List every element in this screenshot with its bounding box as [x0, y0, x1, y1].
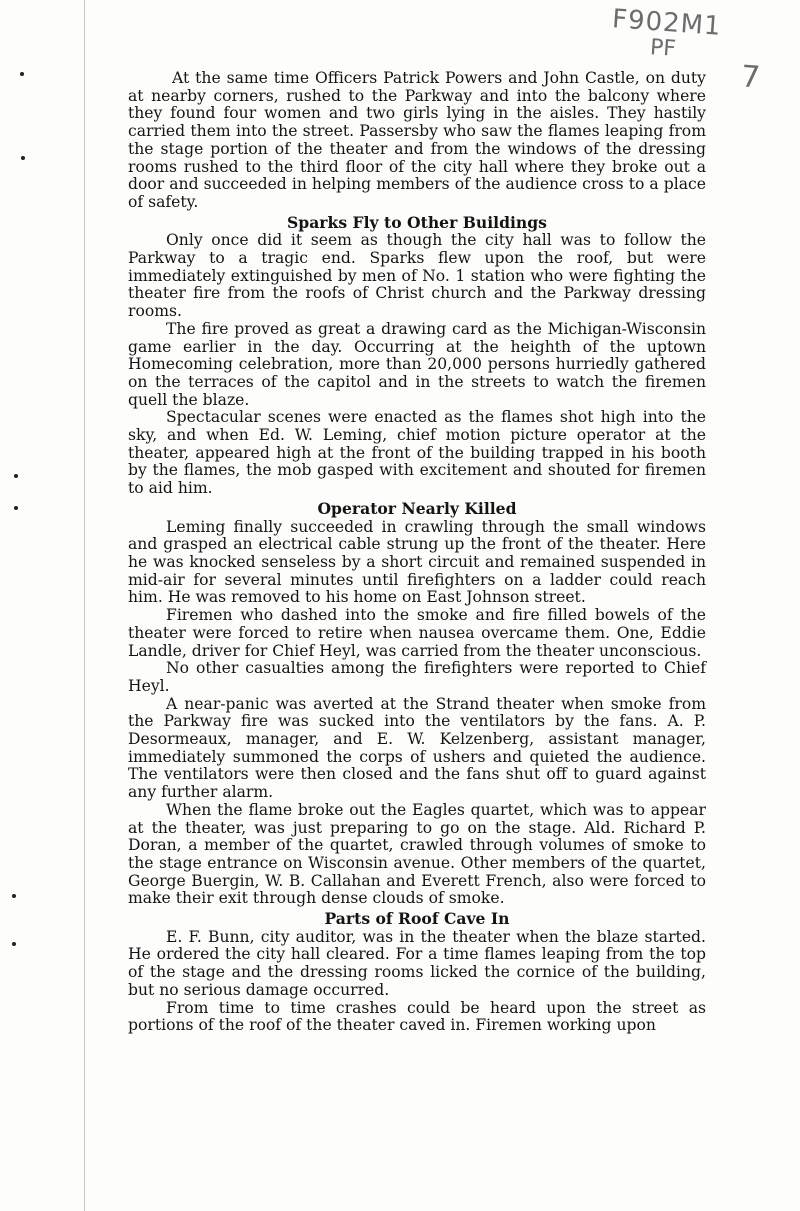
page-number: 7	[739, 59, 762, 96]
scan-speck	[14, 506, 18, 510]
article-body	[128, 70, 706, 1035]
article-paragraph: No other casualties among the firefighters were reported to Chief Heyl.	[128, 659, 706, 695]
section-heading: Operator Nearly Killed	[317, 498, 517, 518]
article-paragraph: At the same time Officers Patrick Powers and John Castle, on duty at nearby corners, rushed to the Parkway and into the balcony where they found four women and two girls lying in the aisles. They hastily carried them into the street. Passersby who saw the flames leaping from the stage portion of the theater and from the windows of the dressing rooms rushed to the third floor of the city hall where they broke out a door and succeeded in helping members of the audience cross to a place of safety.	[128, 69, 706, 211]
scan-speck	[12, 942, 16, 946]
section-heading: Sparks Fly to Other Buildings	[287, 212, 547, 232]
article-paragraph: Only once did it seem as though the city hall was to follow the Parkway to a tragic end. Sparks flew upon the roof, but were immediately extinguished by men of No. 1 station who were fighting the theater fire from the roofs of Christ church and the Parkway dressing rooms.	[128, 231, 706, 321]
article-paragraph: The fire proved as great a drawing card as the Michigan-Wisconsin game earlier in the day. Occurring at the heighth of the uptown Homecoming celebration, more than 20,000 persons hurriedly gathered on the terraces of the capitol and in the streets to watch the firemen quell the blaze.	[128, 319, 706, 409]
article-paragraph: From time to time crashes could be heard upon the street as portions of the roof of the theater caved in. Firemen working upon	[128, 998, 706, 1035]
scan-speck	[21, 156, 25, 160]
article-paragraph: When the flame broke out the Eagles quartet, which was to appear at the theater, was just preparing to go on the stage. Ald. Richard P. Doran, a member of the quartet, crawled through volumes of smoke to the stage entrance on Wisconsin avenue. Other members of the quartet, George Buergin, W. B. Callahan and Everett French, also were forced to make their exit through dense clouds of smoke.	[128, 800, 706, 908]
article-paragraph: Spectacular scenes were enacted as the flames shot high into the sky, and when Ed. W. Leming, chief motion picture operator at the theater, appeared high at the front of the building trapped in his booth by the flames, the mob gasped with excitement and shouted for firemen to aid him.	[128, 408, 706, 498]
article-paragraph: A near-panic was averted at the Strand theater when smoke from the Parkway fire was sucked into the ventilators by the fans. A. P. Desormeaux, manager, and E. W. Kelzenberg, assistant manager, immediately summoned the corps of ushers and quieted the audience. The ventilators were then closed and the fans shut off to guard against any further alarm.	[128, 694, 706, 802]
scan-edge-line	[84, 0, 85, 1211]
archive-sub-mark: PF	[649, 35, 677, 62]
scan-speck	[20, 72, 24, 76]
section-heading: Parts of Roof Cave In	[324, 909, 510, 929]
article-paragraph: Leming finally succeeded in crawling through the small windows and grasped an electrical cable strung up the front of the theater. Here he was knocked senseless by a short circuit and remained suspended in mid-air for several minutes until firefighters on a ladder could reach him. He was removed to his home on East Johnson street.	[128, 517, 706, 607]
article-paragraph: E. F. Bunn, city auditor, was in the theater when the blaze started. He ordered the city hall cleared. For a time flames leaping from the top of the stage and the dressing rooms licked the cornice of the building, but no serious damage occurred.	[128, 927, 706, 999]
scan-speck	[14, 474, 18, 478]
archive-mark: F902M1	[611, 4, 723, 42]
scan-speck	[12, 894, 16, 898]
article-paragraph: Firemen who dashed into the smoke and fire filled bowels of the theater were forced to retire when nausea overcame them. One, Eddie Landle, driver for Chief Heyl, was carried from the theater unconscious.	[128, 606, 706, 660]
